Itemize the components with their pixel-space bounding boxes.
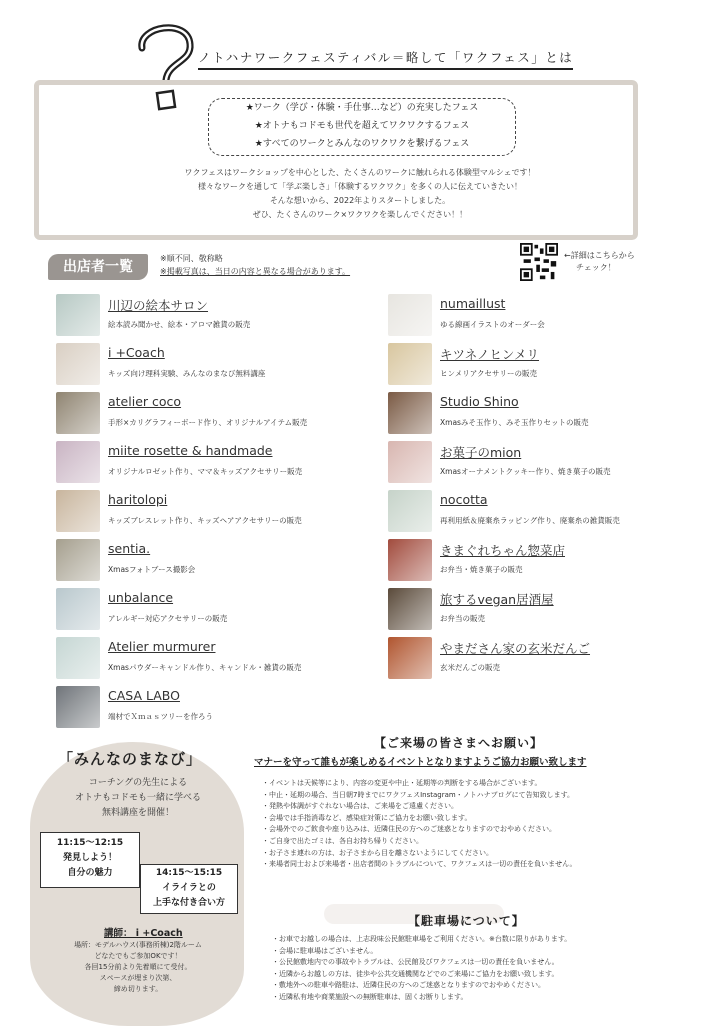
exhibitor-item[interactable] xyxy=(388,341,708,387)
exhibitor-item[interactable] xyxy=(388,635,708,681)
exhibitor-name[interactable]: きまぐれちゃん惣菜店 xyxy=(440,543,566,558)
exhibitor-item[interactable] xyxy=(56,439,376,485)
exhibitor-desc: 端材でＸｍａｓツリーを作ろう xyxy=(108,712,213,721)
exhibitor-item[interactable] xyxy=(388,537,708,583)
intro-line: そんな想いから、2022年よりスタートしました。 xyxy=(269,196,451,205)
exhibitor-photo xyxy=(56,490,100,532)
session-title: イライラとの xyxy=(162,883,216,893)
page-title: ノトハナワークフェスティバル＝略して「ワクフェス」とは xyxy=(198,48,573,70)
manabi-info-line: 場所：モデルハウス(事務所棟)2階ルーム xyxy=(74,941,202,949)
request-item: ・会場では手指消毒など、感染症対策にご協力をお願い致します。 xyxy=(262,813,472,822)
note-order: ※順不同、敬称略 xyxy=(160,254,223,263)
feature-line: ★オトナもコドモも世代を超えてワクワクするフェス xyxy=(254,121,470,131)
request-item: ・お子さま連れの方は、お子さまから目を離さないようにしてください。 xyxy=(262,848,493,857)
request-item: ・発熱や体調がすぐれない場合は、ご来場をご遠慮ください。 xyxy=(262,802,458,811)
session-title: 自分の魅力 xyxy=(67,868,113,878)
exhibitor-desc: オリジナルロゼット作り、ママ＆キッズアクセサリー販売 xyxy=(108,467,303,476)
manabi-description xyxy=(48,776,228,821)
exhibitor-photo xyxy=(56,441,100,483)
exhibitor-photo xyxy=(56,637,100,679)
exhibitor-desc: 手形×カリグラフィーボード作り、オリジナルアイテム販売 xyxy=(108,418,308,427)
exhibitor-desc: 絵本読み聞かせ、絵本・アロマ雑貨の販売 xyxy=(108,320,251,329)
exhibitor-photo xyxy=(388,441,432,483)
request-item: ・来場者同士および来場者・出店者間のトラブルについて、ワクフェスは一切の責任を負いません。 xyxy=(262,860,577,869)
parking-item: ・会場に駐車場はございません。 xyxy=(272,946,378,955)
exhibitor-desc: お弁当の販売 xyxy=(440,614,485,623)
qr-caption xyxy=(564,250,635,274)
manabi-info-line: 締め切ります。 xyxy=(113,985,163,993)
session-title: 発見しよう！ xyxy=(62,853,117,863)
manabi-desc-line: オトナもコドモも一緒に学べる xyxy=(74,793,201,803)
exhibitor-photo xyxy=(56,392,100,434)
exhibitor-name[interactable]: atelier coco xyxy=(108,394,182,409)
exhibitor-name[interactable]: 旅するvegan居酒屋 xyxy=(440,592,554,607)
exhibitor-photo xyxy=(388,490,432,532)
exhibitor-name[interactable]: nocotta xyxy=(440,492,488,507)
lecturer: 講師： i +Coach xyxy=(104,928,183,939)
exhibitor-item[interactable] xyxy=(388,292,708,338)
exhibitor-photo xyxy=(388,539,432,581)
exhibitor-item[interactable] xyxy=(56,537,376,583)
exhibitor-desc: お弁当・焼き菓子の販売 xyxy=(440,565,523,574)
session-time: 14:15〜15:15 xyxy=(155,868,223,878)
exhibitor-name[interactable]: unbalance xyxy=(108,590,174,605)
parking-list xyxy=(272,934,571,1004)
exhibitor-photo xyxy=(388,392,432,434)
exhibitor-item[interactable] xyxy=(56,635,376,681)
note-photos: ※掲載写真は、当日の内容と異なる場合があります。 xyxy=(160,267,351,276)
exhibitor-photo xyxy=(388,637,432,679)
exhibitor-desc: 再利用紙＆廃棄糸ラッピング作り、廃棄糸の雑貨販売 xyxy=(440,516,620,525)
exhibitor-photo xyxy=(388,294,432,336)
exhibitor-name[interactable]: miite rosette & handmade xyxy=(108,443,273,458)
requests-subtitle: マナーを守って誰もが楽しめるイベントとなりますようご協力お願い致します xyxy=(254,757,587,768)
request-item: ・イベントは天候等により、内容の変更や中止・延期等の判断をする場合がございます。 xyxy=(262,779,542,787)
exhibitor-name[interactable]: 川辺の絵本サロン xyxy=(108,298,209,313)
exhibitor-desc: アレルギー対応アクセサリーの販売 xyxy=(108,614,228,623)
manabi-info-line: スペースが埋まり次第、 xyxy=(99,974,177,982)
parking-item: ・お車でお越しの場合は、上志段味公民館駐車場をご利用ください。※台数に限りがあります。 xyxy=(272,935,572,943)
exhibitor-photo xyxy=(56,343,100,385)
intro-text xyxy=(120,166,600,222)
parking-item: ・敷地外への駐車や路駐は、近隣住民の方へのご迷惑となりますのでおやめください。 xyxy=(272,981,545,990)
exhibitor-desc: ゆる線画イラストのオーダー会 xyxy=(440,320,545,329)
exhibitor-name[interactable]: sentia. xyxy=(108,541,151,556)
qr-caption-line: ←詳細はこちらから xyxy=(564,251,635,260)
manabi-desc-line: 無料講座を開催！ xyxy=(101,808,174,818)
session-slot-2 xyxy=(140,864,238,914)
session-time: 11:15〜12:15 xyxy=(56,838,124,848)
exhibitor-desc: Xmasみそ玉作り、みそ玉作りセットの販売 xyxy=(440,418,589,427)
request-item: ・中止・延期の場合、当日朝7時までにワクフェスInstagram・ノトハナブログにて告知致します。 xyxy=(262,790,575,799)
exhibitor-desc: キッズブレスレット作り、キッズヘアアクセサリーの販売 xyxy=(108,516,302,525)
exhibitor-name[interactable]: キツネノヒンメリ xyxy=(440,347,540,362)
qr-code-icon[interactable] xyxy=(520,243,558,281)
session-slot-1 xyxy=(40,832,140,888)
intro-line: 様々なワークを通して「学ぶ楽しさ」「体験するワクワク」を多くの人に伝えていきたい！ xyxy=(198,182,522,191)
features-box xyxy=(208,98,516,156)
exhibitor-desc: 玄米だんごの販売 xyxy=(440,663,500,672)
exhibitor-desc: ヒンメリアクセサリーの販売 xyxy=(440,369,538,378)
exhibitor-item[interactable] xyxy=(56,488,376,534)
exhibitors-heading: 出店者一覧 xyxy=(48,254,148,280)
manabi-desc-line: コーチングの先生による xyxy=(88,778,188,788)
exhibitor-name[interactable]: CASA LABO xyxy=(108,688,180,703)
exhibitor-item[interactable] xyxy=(56,390,376,436)
exhibitor-item[interactable] xyxy=(56,586,376,632)
manabi-title: 「みんなのまなび」 xyxy=(58,750,203,768)
exhibitor-name[interactable]: やまださん家の玄米だんご xyxy=(440,641,591,656)
exhibitor-name[interactable]: numaillust xyxy=(440,296,506,311)
parking-item: ・近隣私有地や商業施設への無断駐車は、固くお断りします。 xyxy=(272,992,468,1001)
exhibitor-photo xyxy=(56,588,100,630)
intro-line: ぜひ、たくさんのワーク×ワクワクを楽しんでください！！ xyxy=(252,210,468,219)
exhibitor-photo xyxy=(56,539,100,581)
manabi-info-line: 各回15分前より先着順にて受付。 xyxy=(84,963,192,971)
parking-item: ・公民館敷地内での事故やトラブルは、公民館及びワクフェスは一切の責任を負いません。 xyxy=(272,958,559,967)
session-title: 上手な付き合い方 xyxy=(152,898,225,908)
exhibitor-name[interactable]: i +Coach xyxy=(108,345,165,360)
exhibitor-item[interactable] xyxy=(388,390,708,436)
exhibitor-desc: Xmasパウダーキャンドル作り、キャンドル・雑貨の販売 xyxy=(108,663,302,672)
exhibitors-notes xyxy=(160,252,350,278)
qr-caption-line: チェック！ xyxy=(576,263,616,272)
exhibitor-desc: Xmasフォトブース撮影会 xyxy=(108,565,196,574)
exhibitor-name[interactable]: Atelier murmurer xyxy=(108,639,216,654)
exhibitor-item[interactable] xyxy=(388,586,708,632)
request-item: ・ご自身で出たゴミは、各自お持ち帰りください。 xyxy=(262,836,423,845)
intro-line: ワクフェスはワークショップを中心とした、たくさんのワークに触れられる体験型マルシェです！ xyxy=(184,168,536,177)
exhibitor-name[interactable]: お菓子のmion xyxy=(440,445,522,460)
exhibitor-photo xyxy=(56,294,100,336)
exhibitor-item[interactable] xyxy=(56,292,376,338)
exhibitor-photo xyxy=(56,686,100,728)
request-item: ・会場外でのご飲食や座り込みは、近隣住民の方へのご迷惑となりますのでおやめください。 xyxy=(262,825,556,834)
exhibitor-name[interactable]: haritolopi xyxy=(108,492,168,507)
feature-line: ★ワーク（学び・体験・手仕事…など）の充実したフェス xyxy=(245,103,479,113)
exhibitor-photo xyxy=(388,343,432,385)
exhibitor-item[interactable] xyxy=(56,341,376,387)
exhibitor-desc: キッズ向け理科実験、みんなのまなび無料講座 xyxy=(108,369,266,378)
parking-item: ・近隣からお越しの方は、徒歩や公共交通機関などでのご来場にご協力をお願い致します。 xyxy=(272,969,559,978)
manabi-info xyxy=(48,940,228,995)
manabi-info-line: どなたでもご参加OKです！ xyxy=(94,952,182,960)
parking-title: 【駐車場について】 xyxy=(408,914,525,928)
exhibitor-item[interactable] xyxy=(388,439,708,485)
feature-line: ★すべてのワークとみんなのワクワクを繋げるフェス xyxy=(254,139,470,149)
exhibitor-item[interactable] xyxy=(388,488,708,534)
requests-title: 【ご来場の皆さまへお願い】 xyxy=(374,736,544,750)
exhibitor-photo xyxy=(388,588,432,630)
exhibitor-item[interactable] xyxy=(56,684,376,730)
exhibitor-name[interactable]: Studio Shino xyxy=(440,394,519,409)
exhibitor-desc: Xmasオーナメントクッキー作り、焼き菓子の販売 xyxy=(440,467,611,476)
requests-list xyxy=(262,778,577,871)
